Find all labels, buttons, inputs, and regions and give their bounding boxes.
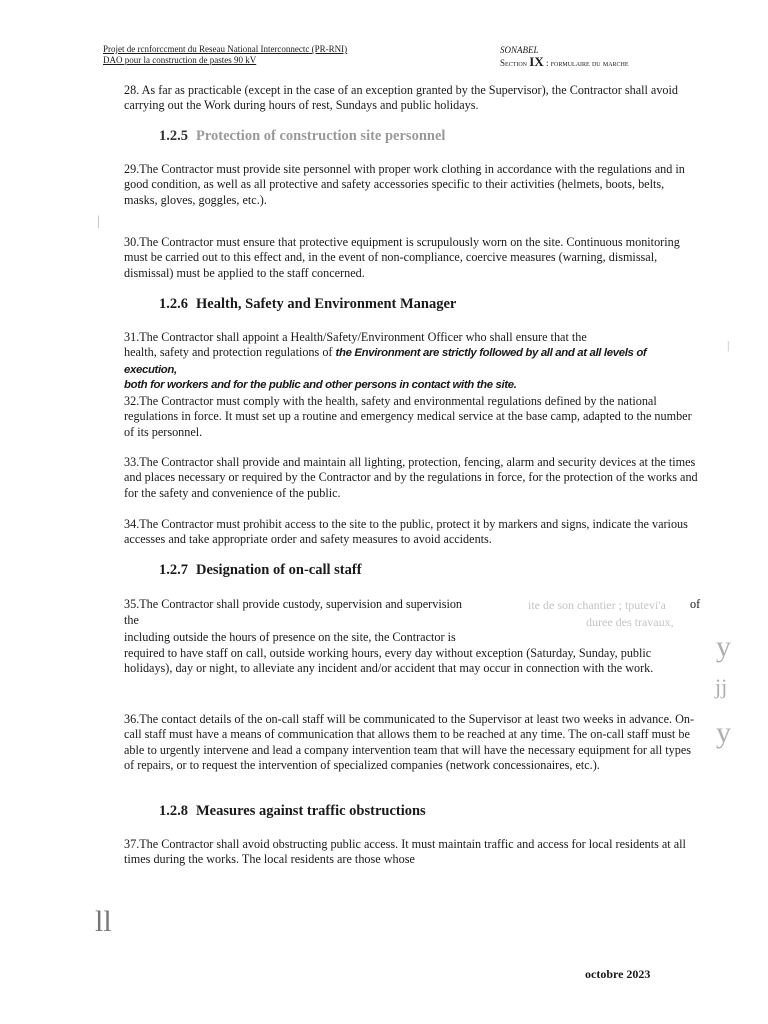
paragraph-35-line3: including outside the hours of presence on the site, the Contractor is <box>124 630 456 644</box>
paragraph-29: 29.The Contractor must provide site personnel with proper work clothing in accordance with the regulations and in good condition, as well as all protective and safety accessories specific to their activities (helmets, boots, belts, masks, gloves, goggles, etc.). <box>124 162 685 207</box>
paragraph-33: 33.The Contractor shall provide and maintain all lighting, protection, fencing, alarm and security devices at the times and places necessary or required by the Contractor and by the regulations in force, for the protection of the works and for the safety and convenience of the public. <box>124 455 698 500</box>
paragraph-30: 30.The Contractor must ensure that protective equipment is scrupulously worn on the site. Continuous monitoring must be carried out to this effect and, in the event of non-compliance, coercive measures (warning, dismissal, dismissal) must be applied to the staff concerned. <box>124 235 680 280</box>
paragraph-34: 34.The Contractor must prohibit access to the site to the public, protect it by markers and signs, indicate the various accesses and take appropriate order and safety measures to avoid accidents. <box>124 517 688 547</box>
heading-1-2-8 <box>159 803 426 820</box>
header-project <box>103 44 347 66</box>
heading-1-2-5 <box>159 128 445 145</box>
paragraph-31-line1: 31.The Contractor shall appoint a Health/Safety/Environment Officer who shall ensure that the <box>124 330 587 344</box>
heading-1-2-6 <box>159 296 456 313</box>
paragraph-36: 36.The contact details of the on-call staff will be communicated to the Supervisor at least two weeks in advance. On-call staff must have a means of communication that allows them to be reached at any time. The on-call staff must be able to urgently intervene and lead a company intervention team that will have the necessary equipment for all types of repairs, or to request the intervention of specialized companies (network concessionaires, etc.). <box>124 712 695 773</box>
heading-number: 1.2.8 <box>159 803 188 819</box>
paragraph-31-condensed-2: both for workers and for the public and other persons in contact with the site. <box>124 379 517 392</box>
paragraph-31 <box>124 330 699 394</box>
paragraph-35-rest: required to have staff on call, outside working hours, every day without exception (Saturday, Sunday, public holidays), day or night, to alleviate any incident and/or accident that may occur in connection with the work. <box>124 646 654 676</box>
margin-mark-1: y <box>716 630 731 663</box>
margin-tick: | <box>97 214 100 229</box>
header-project-line2: DAO pour la construction de pastes 90 kV <box>103 55 257 65</box>
paragraph-31-line2: health, safety and protection regulations of the Environment are strictly followed by all and at all levels of execution, <box>124 345 647 376</box>
heading-title: Protection of construction site personnel <box>196 128 446 144</box>
paragraph-35-start: 35.The Contractor shall provide custody, supervision and supervision <box>124 597 463 611</box>
header-section-word: Section <box>500 58 528 68</box>
margin-mark-2: jj <box>715 674 728 699</box>
paragraph-35-the: the <box>124 613 139 627</box>
margin-mark-bottom: ll <box>95 905 112 938</box>
heading-number: 1.2.5 <box>159 128 188 144</box>
header-section-title: : formulaire du marche <box>545 58 629 68</box>
header-org: SONABEL <box>500 45 539 55</box>
header-section <box>500 44 629 69</box>
margin-tick: | <box>727 338 730 352</box>
heading-number: 1.2.6 <box>159 296 188 312</box>
paragraph-28: 28. As far as practicable (except in the case of an exception granted by the Supervisor), the Contractor shall avoid carrying out the Work during hours of rest, Sundays and public holidays. <box>124 83 678 113</box>
heading-1-2-7 <box>159 562 362 579</box>
heading-title: Health, Safety and Environment Manager <box>196 296 457 312</box>
faded-text-1: ite de son chantier ; tputevi'a <box>528 598 666 612</box>
paragraph-35-of: of <box>690 597 701 611</box>
paragraph-37: 37.The Contractor shall avoid obstructing public access. It must maintain traffic and access for local residents at all times during the works. The local residents are those whose <box>124 837 686 867</box>
paragraph-32: 32.The Contractor must comply with the health, safety and environmental regulations defined by the national regulations in force. It must set up a routine and emergency medical service at the base camp, adapted to the number of its personnel. <box>124 394 692 439</box>
footer-date: octobre 2023 <box>585 967 651 981</box>
heading-title: Designation of on-call staff <box>196 562 362 578</box>
margin-mark-3: y <box>716 716 731 749</box>
heading-title: Measures against traffic obstructions <box>196 803 426 819</box>
heading-number: 1.2.7 <box>159 562 188 578</box>
faded-text-2: duree des travaux, <box>586 615 674 629</box>
header-section-line <box>500 56 629 69</box>
header-project-line1: Projet de rcnforccment du Reseau National Interconnectc (PR-RNI) <box>103 44 348 54</box>
paragraph-31-condensed-1: the Environment are strictly followed by all and at all levels of execution, <box>124 347 647 376</box>
header-section-number: IX <box>529 54 544 69</box>
